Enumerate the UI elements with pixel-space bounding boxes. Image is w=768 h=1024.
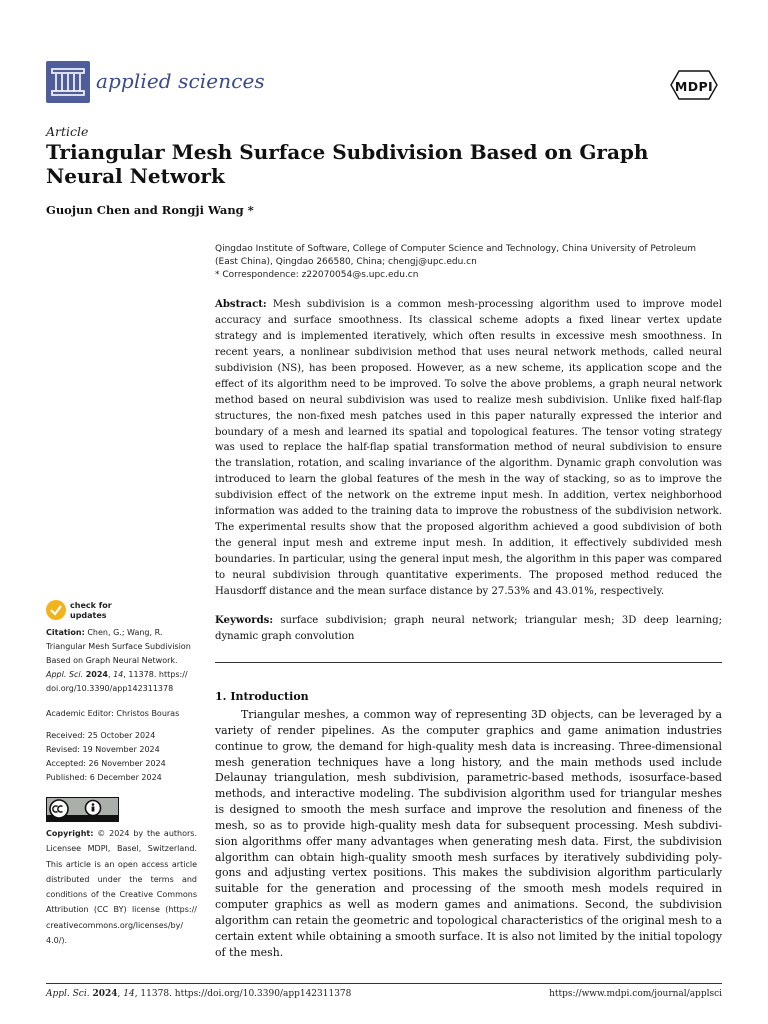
- author-list: Guojun Chen and Rongji Wang *: [46, 203, 254, 217]
- check-for-updates-button[interactable]: [46, 600, 136, 624]
- keywords: [215, 613, 722, 645]
- copyright-notice: Copyright: © 2024 by the authors. Licensee MDPI, Basel, Switzerland. This article is an open access article distributed under the terms and conditions of the Creative Commons Attribution (CC BY) license (https:// creativecommons.org/licenses/by/ 4.0/).: [46, 829, 197, 945]
- abstract-label: Abstract:: [215, 299, 267, 310]
- paper-title: Triangular Mesh Surface Subdivision Based on Graph Neural Network: [46, 140, 649, 188]
- revised-date: Revised: 19 November 2024: [46, 745, 160, 754]
- keywords-text: surface subdivision; graph neural network; triangular mesh; 3D deep learning; dynamic graph convolution: [215, 615, 722, 642]
- academic-editor: Academic Editor: Christos Bouras: [46, 709, 180, 718]
- abstract-text: Mesh subdivision is a common mesh-processing algorithm used to improve model accuracy and surface smoothness. Its classical scheme adopts a fixed linear vertex update strategy and is implemented iteratively, which often results in excessive mesh smoothness. In recent years, a nonlinear subdivision method that uses neural network methods, called neural subdivision (NS), has been proposed. However, as a new scheme, its application scope and the effect of its algorithm need to be improved. To solve the above problems, a graph neural network method based on neural subdivision was used to realize mesh subdivision. Unlike fixed half-flap structures, the non-fixed mesh patches used in this paper naturally expressed the interior and boundary of a mesh and learned its spatial and topological features. The tensor voting strategy was used to replace the half-flap spatial transformation method of neural subdivision to ensure the translation, rotation, and scaling invariance of the algorithm. Dynamic graph convolution was introduced to learn the global features of the mesh in the way of stacking, so as to improve the subdivision effect of the network on the extreme input mesh. In addition, vertex neighborhood information was added to the training data to improve the robustness of the subdivision network. The experimental results show that the proposed algorithm achieved a good subdivision of both the general input mesh and extreme input mesh. In addition, it effectively subdivided mesh boundaries. In particular, using the general input mesh, the algorithm in this paper was compared to neural subdivision through quantitative experiments. The proposed method reduced the Hausdorff distance and the mean surface distance by 27.53% and 43.01%, respectively.: [215, 299, 722, 597]
- published-date: Published: 6 December 2024: [46, 773, 162, 782]
- footer-journal-url[interactable]: https://www.mdpi.com/journal/applsci: [549, 989, 722, 999]
- check-updates-icon: [46, 600, 66, 620]
- footer-citation: Appl. Sci. 2024, 14, 11378. https://doi.org/10.3390/app142311378: [46, 989, 352, 999]
- publisher-logo-text: MDPI: [674, 79, 714, 94]
- citation-line: Based on Graph Neural Network.: [46, 656, 178, 665]
- received-date: Received: 25 October 2024: [46, 731, 156, 740]
- citation-line: Citation: Chen, G.; Wang, R.: [46, 628, 163, 637]
- check-updates-line: check for: [70, 601, 112, 610]
- keywords-label: Keywords:: [215, 615, 274, 626]
- accepted-date: Accepted: 26 November 2024: [46, 759, 166, 768]
- section-heading: 1. Introduction: [215, 690, 309, 703]
- section-divider: [215, 662, 722, 663]
- cc-by-license-icon[interactable]: [46, 797, 119, 822]
- journal-name[interactable]: applied sciences: [96, 69, 265, 93]
- correspondence: * Correspondence: z22070054@s.upc.edu.cn: [215, 270, 419, 280]
- journal-logo-icon: [46, 61, 90, 103]
- citation-doi-link[interactable]: doi.org/10.3390/app142311378: [46, 684, 174, 693]
- footer-divider: [46, 983, 722, 984]
- citation-label: Citation:: [46, 628, 85, 637]
- check-updates-label: [70, 601, 112, 620]
- citation-line: Triangular Mesh Surface Subdivision: [46, 642, 191, 651]
- copyright-label: Copyright:: [46, 829, 94, 838]
- article-type: Article: [46, 124, 89, 139]
- publisher-logo[interactable]: [665, 68, 723, 102]
- citation-line: Appl. Sci. 2024, 14, 11378. https://: [46, 670, 188, 679]
- abstract: [215, 297, 722, 600]
- affiliation-line: Qingdao Institute of Software, College of Computer Science and Technology, China University of Petroleum: [215, 244, 697, 254]
- check-updates-line: updates: [70, 610, 107, 620]
- intro-paragraph: Triangular meshes, a common way of representing 3D objects, can be leveraged by a variety of render pipelines. As the computer graphics and game animation industries continue to grow, the demand for high-quality mesh data is increasing. Three-dimensional mesh generation techniques have a long history, and the main methods used include Delaunay triangulation, mesh subdivision, parametric-based methods, isosurface-based methods, and interactive modeling. The subdivision algorithm used for triangular meshes is designed to smooth the mesh surface and improve the resolution and fineness of the mesh, so as to provide high-quality mesh data for subsequent processing. Mesh subdivi- sion algorithms offer many advantages when generating mesh data. First, the subdivision algorithm can obtain high-quality smooth mesh surfaces by iteratively subdividing poly- gons and adjusting vertex positions. This makes the subdivision algorithm particularly suitable for the generation and processing of the smooth mesh models required in computer graphics as well as modern games and animations. Second, the subdivision algorithm can retain the geometric and topological characteristics of the original mesh to a certain extent while obtaining a smooth surface. It is also not limited by the initial topology of the mesh.: [215, 708, 722, 959]
- affiliation-line: (East China), Qingdao 266580, China; chengj@upc.edu.cn: [215, 257, 477, 267]
